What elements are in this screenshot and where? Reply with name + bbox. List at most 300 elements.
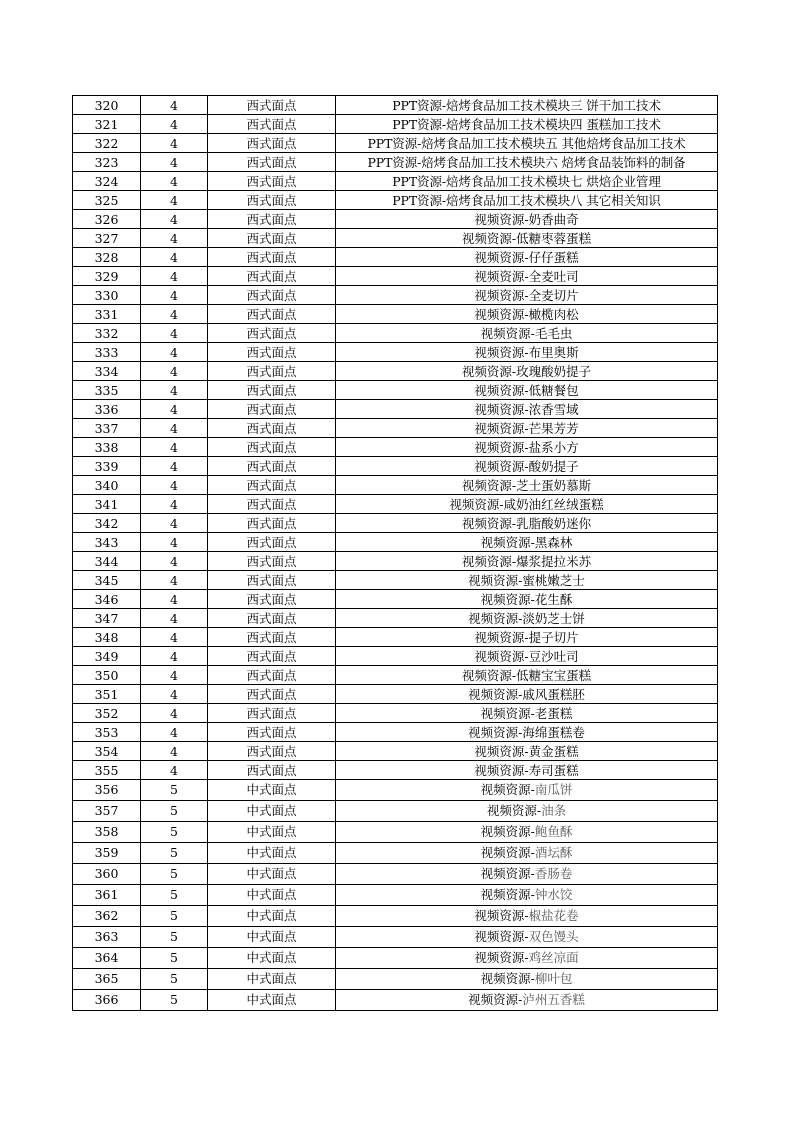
level-cell: 4	[141, 286, 208, 305]
table-row	[73, 362, 718, 381]
category-cell: 西式面点	[208, 153, 336, 172]
row-number-cell: 334	[73, 362, 141, 381]
resource-name-cell	[336, 552, 718, 571]
table-row	[73, 381, 718, 400]
level-cell: 4	[141, 362, 208, 381]
category-cell: 西式面点	[208, 400, 336, 419]
row-number-cell: 362	[73, 906, 141, 927]
table-row	[73, 780, 718, 801]
row-number-cell: 357	[73, 801, 141, 822]
row-number-cell: 361	[73, 885, 141, 906]
category-cell: 中式面点	[208, 990, 336, 1011]
resource-name-cell	[336, 628, 718, 647]
resource-type-label: 视频资源-	[461, 553, 517, 569]
resource-name-cell	[336, 286, 718, 305]
row-number-cell: 345	[73, 571, 141, 590]
row-number-cell: 365	[73, 969, 141, 990]
row-number-cell: 323	[73, 153, 141, 172]
row-number-cell: 320	[73, 96, 141, 115]
category-cell: 西式面点	[208, 514, 336, 533]
resource-type-label: 视频资源-	[468, 992, 523, 1007]
row-number-cell: 326	[73, 210, 141, 229]
resource-type-label: 视频资源-	[474, 929, 529, 944]
resource-title-label: 浓香雪域	[528, 401, 579, 417]
row-number-cell: 363	[73, 927, 141, 948]
category-cell: 中式面点	[208, 969, 336, 990]
row-number-cell: 338	[73, 438, 141, 457]
table-row	[73, 761, 718, 780]
resource-name-cell	[336, 172, 718, 191]
level-cell: 4	[141, 685, 208, 704]
table-row	[73, 514, 718, 533]
level-cell: 4	[141, 514, 208, 533]
table-row	[73, 191, 718, 210]
resource-type-label: 视频资源-	[474, 268, 529, 284]
resource-title-label: 泸州五香糕	[522, 992, 585, 1007]
level-cell: 4	[141, 229, 208, 248]
resource-title-label: 盐系小方	[528, 439, 579, 455]
resource-title-label: 柳叶包	[534, 971, 573, 986]
resource-title-label: 豆沙吐司	[528, 648, 579, 664]
table-row	[73, 419, 718, 438]
resource-type-label: 视频资源-	[468, 686, 523, 702]
table-row	[73, 210, 718, 229]
row-number-cell: 339	[73, 457, 141, 476]
table-row	[73, 552, 718, 571]
table-row	[73, 495, 718, 514]
category-cell: 西式面点	[208, 343, 336, 362]
table-row	[73, 742, 718, 761]
category-cell: 西式面点	[208, 628, 336, 647]
table-row	[73, 96, 718, 115]
category-cell: 西式面点	[208, 761, 336, 780]
row-number-cell: 359	[73, 843, 141, 864]
category-cell: 西式面点	[208, 457, 336, 476]
resource-name-cell	[336, 990, 718, 1011]
level-cell: 4	[141, 533, 208, 552]
row-number-cell: 346	[73, 590, 141, 609]
category-cell: 西式面点	[208, 324, 336, 343]
row-number-cell: 335	[73, 381, 141, 400]
table-row	[73, 948, 718, 969]
category-cell: 西式面点	[208, 723, 336, 742]
level-cell: 5	[141, 843, 208, 864]
table-row	[73, 843, 718, 864]
resource-name-cell	[336, 647, 718, 666]
resource-name-cell	[336, 457, 718, 476]
level-cell: 4	[141, 571, 208, 590]
resource-table-body	[73, 96, 718, 1011]
resource-title-label: 寿司蛋糕	[528, 762, 579, 778]
level-cell: 4	[141, 476, 208, 495]
resource-name-cell	[336, 115, 718, 134]
level-cell: 4	[141, 96, 208, 115]
category-cell: 中式面点	[208, 927, 336, 948]
resource-name-cell	[336, 609, 718, 628]
resource-title-label: 黑森林	[534, 534, 573, 550]
level-cell: 4	[141, 419, 208, 438]
category-cell: 西式面点	[208, 115, 336, 134]
category-cell: 中式面点	[208, 885, 336, 906]
level-cell: 4	[141, 704, 208, 723]
resource-title-label: 焙烤食品加工技术模块七 烘焙企业管理	[446, 173, 661, 189]
row-number-cell: 343	[73, 533, 141, 552]
resource-name-cell	[336, 885, 718, 906]
category-cell: 西式面点	[208, 685, 336, 704]
resource-name-cell	[336, 153, 718, 172]
level-cell: 4	[141, 647, 208, 666]
row-number-cell: 332	[73, 324, 141, 343]
resource-name-cell	[336, 324, 718, 343]
resource-type-label: 视频资源-	[474, 950, 529, 965]
resource-type-label: 视频资源-	[474, 344, 529, 360]
resource-type-label: 视频资源-	[474, 306, 529, 322]
table-row	[73, 885, 718, 906]
resource-name-cell	[336, 843, 718, 864]
resource-name-cell	[336, 927, 718, 948]
category-cell: 西式面点	[208, 571, 336, 590]
resource-title-label: 芝士蛋奶慕斯	[516, 477, 592, 493]
category-cell: 中式面点	[208, 843, 336, 864]
table-row	[73, 286, 718, 305]
table-row	[73, 969, 718, 990]
level-cell: 4	[141, 552, 208, 571]
table-row	[73, 153, 718, 172]
row-number-cell: 336	[73, 400, 141, 419]
row-number-cell: 341	[73, 495, 141, 514]
resource-name-cell	[336, 419, 718, 438]
row-number-cell: 337	[73, 419, 141, 438]
resource-title-label: 乳脂酸奶迷你	[516, 515, 592, 531]
level-cell: 4	[141, 590, 208, 609]
resource-title-label: 南瓜饼	[534, 782, 573, 797]
level-cell: 5	[141, 864, 208, 885]
resource-title-label: 焙烤食品加工技术模块五 其他焙烤食品加工技术	[421, 135, 686, 151]
category-cell: 中式面点	[208, 780, 336, 801]
table-row	[73, 248, 718, 267]
table-row	[73, 723, 718, 742]
category-cell: 西式面点	[208, 704, 336, 723]
resource-name-cell	[336, 822, 718, 843]
table-row	[73, 533, 718, 552]
resource-title-label: 爆浆提拉米苏	[516, 553, 592, 569]
resource-name-cell	[336, 438, 718, 457]
resource-name-cell	[336, 685, 718, 704]
resource-type-label: 视频资源-	[480, 782, 535, 797]
resource-title-label: 焙烤食品加工技术模块四 蛋糕加工技术	[446, 116, 661, 132]
resource-type-label: 视频资源-	[474, 287, 529, 303]
resource-name-cell	[336, 267, 718, 286]
resource-type-label: 视频资源-	[461, 515, 517, 531]
resource-type-label: 视频资源-	[474, 439, 529, 455]
level-cell: 4	[141, 457, 208, 476]
resource-type-label: 视频资源-	[449, 496, 504, 512]
row-number-cell: 364	[73, 948, 141, 969]
table-row	[73, 172, 718, 191]
row-number-cell: 344	[73, 552, 141, 571]
level-cell: 5	[141, 969, 208, 990]
level-cell: 4	[141, 191, 208, 210]
resource-type-label: 视频资源-	[461, 667, 517, 683]
category-cell: 中式面点	[208, 948, 336, 969]
resource-name-cell	[336, 400, 718, 419]
resource-title-label: 戚风蛋糕胚	[522, 686, 585, 702]
category-cell: 西式面点	[208, 96, 336, 115]
level-cell: 4	[141, 742, 208, 761]
row-number-cell: 350	[73, 666, 141, 685]
row-number-cell: 328	[73, 248, 141, 267]
resource-name-cell	[336, 381, 718, 400]
resource-name-cell	[336, 590, 718, 609]
resource-title-label: 全麦吐司	[528, 268, 579, 284]
resource-title-label: 提子切片	[528, 629, 579, 645]
level-cell: 4	[141, 343, 208, 362]
resource-title-label: 淡奶芝士饼	[522, 610, 585, 626]
row-number-cell: 356	[73, 780, 141, 801]
resource-type-label: PPT资源-	[367, 154, 422, 170]
row-number-cell: 327	[73, 229, 141, 248]
table-row	[73, 400, 718, 419]
level-cell: 4	[141, 381, 208, 400]
table-row	[73, 457, 718, 476]
resource-name-cell	[336, 969, 718, 990]
category-cell: 西式面点	[208, 647, 336, 666]
category-cell: 西式面点	[208, 419, 336, 438]
table-row	[73, 704, 718, 723]
resource-title-label: 焙烤食品加工技术模块六 焙烤食品装饰料的制备	[421, 154, 686, 170]
resource-title-label: 蜜桃嫩芝士	[522, 572, 585, 588]
table-row	[73, 229, 718, 248]
resource-title-label: 双色馒头	[528, 929, 579, 944]
level-cell: 4	[141, 267, 208, 286]
level-cell: 4	[141, 153, 208, 172]
resource-title-label: 玫瑰酸奶提子	[516, 363, 592, 379]
row-number-cell: 342	[73, 514, 141, 533]
resource-title-label: 奶香曲奇	[528, 211, 579, 227]
category-cell: 中式面点	[208, 801, 336, 822]
table-row	[73, 822, 718, 843]
resource-type-label: 视频资源-	[474, 382, 529, 398]
resource-type-label: 视频资源-	[474, 629, 529, 645]
row-number-cell: 333	[73, 343, 141, 362]
row-number-cell: 351	[73, 685, 141, 704]
category-cell: 西式面点	[208, 666, 336, 685]
row-number-cell: 354	[73, 742, 141, 761]
resource-type-label: 视频资源-	[468, 572, 523, 588]
category-cell: 西式面点	[208, 286, 336, 305]
level-cell: 4	[141, 438, 208, 457]
resource-name-cell	[336, 210, 718, 229]
category-cell: 西式面点	[208, 362, 336, 381]
row-number-cell: 330	[73, 286, 141, 305]
resource-title-label: 鸡丝凉面	[528, 950, 579, 965]
table-row	[73, 685, 718, 704]
row-number-cell: 329	[73, 267, 141, 286]
row-number-cell: 353	[73, 723, 141, 742]
resource-name-cell	[336, 305, 718, 324]
level-cell: 5	[141, 885, 208, 906]
category-cell: 西式面点	[208, 305, 336, 324]
resource-title-label: 海绵蛋糕卷	[522, 724, 585, 740]
resource-type-label: 视频资源-	[474, 908, 529, 923]
resource-name-cell	[336, 514, 718, 533]
category-cell: 西式面点	[208, 248, 336, 267]
resource-title-label: 鲍鱼酥	[534, 824, 573, 839]
category-cell: 中式面点	[208, 906, 336, 927]
resource-type-label: 视频资源-	[474, 743, 529, 759]
resource-title-label: 仔仔蛋糕	[528, 249, 579, 265]
category-cell: 西式面点	[208, 229, 336, 248]
resource-name-cell	[336, 495, 718, 514]
resource-title-label: 低糖餐包	[528, 382, 579, 398]
category-cell: 西式面点	[208, 381, 336, 400]
resource-type-label: PPT资源-	[392, 116, 447, 132]
resource-name-cell	[336, 134, 718, 153]
table-row	[73, 864, 718, 885]
resource-type-label: 视频资源-	[480, 845, 535, 860]
level-cell: 4	[141, 761, 208, 780]
level-cell: 4	[141, 723, 208, 742]
table-row	[73, 609, 718, 628]
resource-name-cell	[336, 533, 718, 552]
table-row	[73, 666, 718, 685]
resource-name-cell	[336, 248, 718, 267]
table-row	[73, 115, 718, 134]
level-cell: 4	[141, 666, 208, 685]
resource-title-label: 椒盐花卷	[528, 908, 579, 923]
level-cell: 4	[141, 609, 208, 628]
resource-name-cell	[336, 666, 718, 685]
table-row	[73, 990, 718, 1011]
category-cell: 西式面点	[208, 172, 336, 191]
resource-name-cell	[336, 343, 718, 362]
table-row	[73, 801, 718, 822]
resource-name-cell	[336, 362, 718, 381]
row-number-cell: 340	[73, 476, 141, 495]
category-cell: 西式面点	[208, 495, 336, 514]
table-row	[73, 590, 718, 609]
resource-type-label: 视频资源-	[468, 724, 523, 740]
resource-title-label: 黄金蛋糕	[528, 743, 579, 759]
resource-table	[72, 95, 718, 1011]
category-cell: 中式面点	[208, 822, 336, 843]
table-row	[73, 305, 718, 324]
resource-title-label: 老蛋糕	[534, 705, 573, 721]
resource-type-label: 视频资源-	[480, 866, 535, 881]
category-cell: 西式面点	[208, 267, 336, 286]
table-row	[73, 267, 718, 286]
table-row	[73, 628, 718, 647]
resource-type-label: 视频资源-	[461, 477, 517, 493]
level-cell: 4	[141, 305, 208, 324]
resource-type-label: 视频资源-	[480, 325, 535, 341]
resource-title-label: 布里奥斯	[528, 344, 579, 360]
table-row	[73, 571, 718, 590]
row-number-cell: 348	[73, 628, 141, 647]
resource-type-label: 视频资源-	[480, 971, 535, 986]
resource-type-label: PPT资源-	[367, 135, 422, 151]
resource-name-cell	[336, 191, 718, 210]
resource-type-label: PPT资源-	[392, 192, 447, 208]
row-number-cell: 325	[73, 191, 141, 210]
category-cell: 西式面点	[208, 742, 336, 761]
resource-type-label: 视频资源-	[480, 705, 535, 721]
resource-type-label: 视频资源-	[486, 803, 542, 818]
resource-type-label: 视频资源-	[474, 648, 529, 664]
resource-name-cell	[336, 96, 718, 115]
resource-name-cell	[336, 864, 718, 885]
resource-type-label: 视频资源-	[468, 610, 523, 626]
level-cell: 5	[141, 948, 208, 969]
resource-title-label: 全麦切片	[528, 287, 579, 303]
resource-name-cell	[336, 229, 718, 248]
level-cell: 5	[141, 801, 208, 822]
table-row	[73, 647, 718, 666]
resource-title-label: 焙烤食品加工技术模块八 其它相关知识	[446, 192, 661, 208]
resource-type-label: 视频资源-	[461, 230, 517, 246]
resource-title-label: 香肠卷	[534, 866, 573, 881]
row-number-cell: 331	[73, 305, 141, 324]
level-cell: 4	[141, 248, 208, 267]
row-number-cell: 366	[73, 990, 141, 1011]
level-cell: 4	[141, 210, 208, 229]
category-cell: 西式面点	[208, 191, 336, 210]
resource-type-label: 视频资源-	[474, 420, 529, 436]
resource-name-cell	[336, 723, 718, 742]
resource-title-label: 钟水饺	[534, 887, 573, 902]
row-number-cell: 321	[73, 115, 141, 134]
resource-type-label: 视频资源-	[480, 591, 535, 607]
resource-title-label: 焙烤食品加工技术模块三 饼干加工技术	[446, 97, 661, 113]
resource-name-cell	[336, 476, 718, 495]
resource-name-cell	[336, 906, 718, 927]
resource-type-label: 视频资源-	[474, 211, 529, 227]
resource-title-label: 酸奶提子	[528, 458, 579, 474]
category-cell: 西式面点	[208, 438, 336, 457]
resource-type-label: PPT资源-	[392, 97, 447, 113]
level-cell: 4	[141, 115, 208, 134]
resource-name-cell	[336, 948, 718, 969]
resource-title-label: 橄榄肉松	[528, 306, 579, 322]
level-cell: 5	[141, 927, 208, 948]
category-cell: 西式面点	[208, 134, 336, 153]
table-row	[73, 476, 718, 495]
level-cell: 4	[141, 495, 208, 514]
resource-type-label: 视频资源-	[480, 534, 535, 550]
resource-title-label: 毛毛虫	[534, 325, 573, 341]
row-number-cell: 360	[73, 864, 141, 885]
resource-title-label: 酒坛酥	[534, 845, 573, 860]
level-cell: 4	[141, 324, 208, 343]
resource-type-label: PPT资源-	[392, 173, 447, 189]
row-number-cell: 349	[73, 647, 141, 666]
resource-name-cell	[336, 704, 718, 723]
row-number-cell: 347	[73, 609, 141, 628]
resource-type-label: 视频资源-	[474, 458, 529, 474]
category-cell: 西式面点	[208, 552, 336, 571]
category-cell: 西式面点	[208, 210, 336, 229]
row-number-cell: 352	[73, 704, 141, 723]
level-cell: 5	[141, 906, 208, 927]
resource-title-label: 咸奶油红丝绒蛋糕	[503, 496, 604, 512]
table-row	[73, 134, 718, 153]
level-cell: 4	[141, 134, 208, 153]
category-cell: 中式面点	[208, 864, 336, 885]
level-cell: 4	[141, 172, 208, 191]
row-number-cell: 355	[73, 761, 141, 780]
category-cell: 西式面点	[208, 590, 336, 609]
row-number-cell: 358	[73, 822, 141, 843]
